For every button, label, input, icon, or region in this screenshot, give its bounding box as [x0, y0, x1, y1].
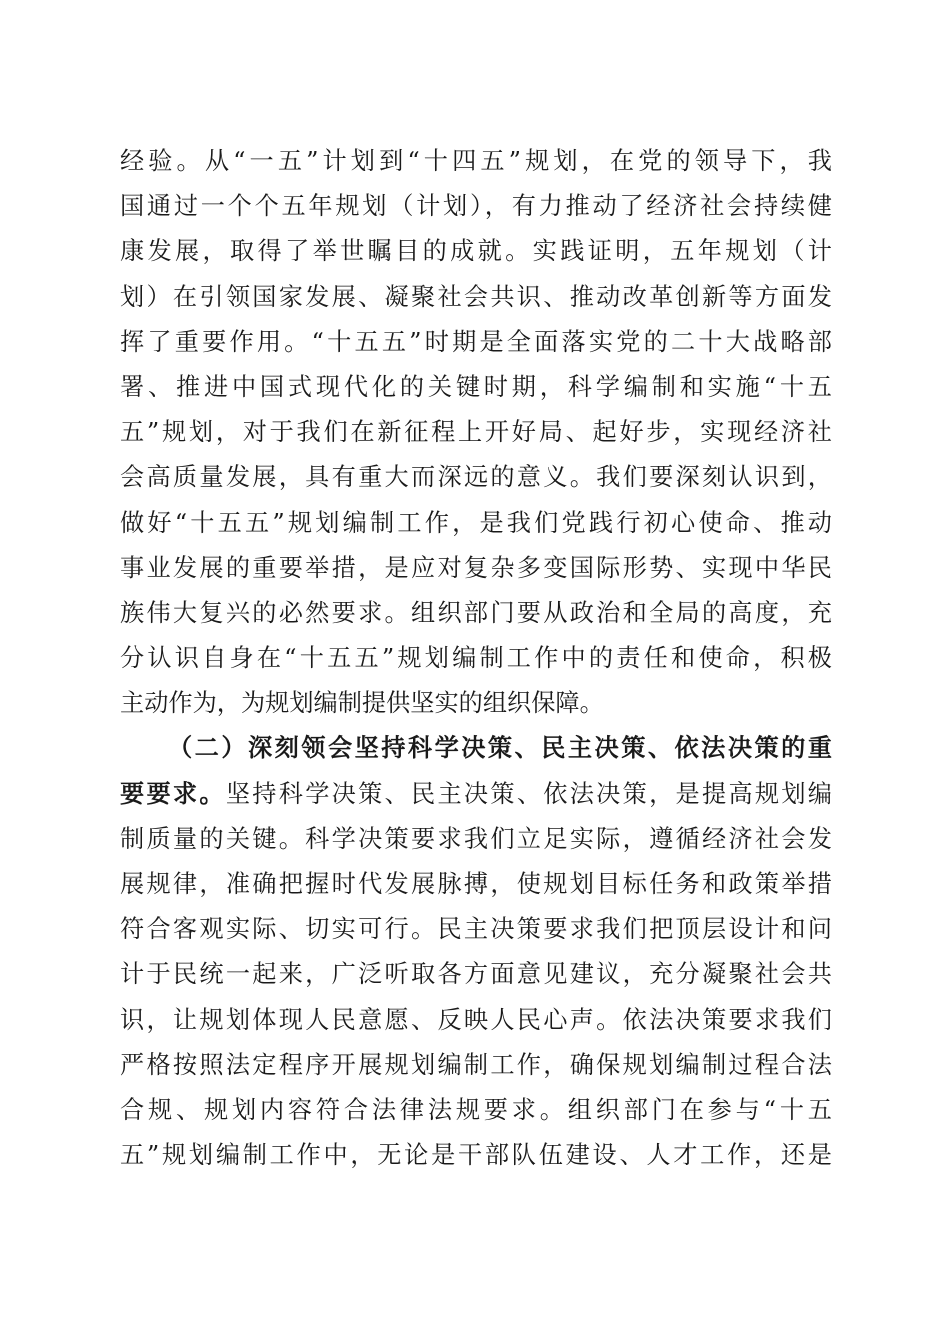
- text-line: 做好“十五五”规划编制工作，是我们党践行初心使命、推动: [120, 508, 832, 537]
- text-line: 事业发展的重要举措，是应对复杂多变国际形势、实现中华民: [120, 553, 832, 582]
- text-line: 会高质量发展，具有重大而深远的意义。我们要深刻认识到，: [120, 463, 832, 492]
- text-line: 划）在引领国家发展、凝聚社会共识、推动改革创新等方面发: [120, 282, 832, 311]
- text-line: 严格按照法定程序开展规划编制工作，确保规划编制过程合法: [120, 1050, 832, 1079]
- paragraph-2: [120, 726, 832, 1178]
- text-line: 分认识自身在“十五五”规划编制工作中的责任和使命，积极: [120, 644, 832, 673]
- text-line: [120, 772, 832, 817]
- text-line: 识，让规划体现人民意愿、反映人民心声。依法决策要求我们: [120, 1005, 832, 1034]
- text-line: 计于民统一起来，广泛听取各方面意见建议，充分凝聚社会共: [120, 960, 832, 989]
- text-line: 符合客观实际、切实可行。民主决策要求我们把顶层设计和问: [120, 915, 832, 944]
- text-line: 五”规划编制工作中，无论是干部队伍建设、人才工作，还是: [120, 1141, 832, 1170]
- text-line: 康发展，取得了举世瞩目的成就。实践证明，五年规划（计: [120, 237, 832, 266]
- text-line: 合规、规划内容符合法律法规要求。组织部门在参与“十五: [120, 1095, 832, 1124]
- text-line: 经验。从“一五”计划到“十四五”规划，在党的领导下，我: [120, 147, 832, 175]
- section-heading: （二）深刻领会坚持科学决策、民主决策、依法决策的重: [168, 734, 832, 763]
- text-line: 制质量的关键。科学决策要求我们立足实际，遵循经济社会发: [120, 824, 832, 853]
- text-line: 展规律，准确把握时代发展脉搏，使规划目标任务和政策举措: [120, 870, 832, 898]
- text-line: 五”规划，对于我们在新征程上开好局、起好步，实现经济社: [120, 418, 832, 447]
- document-body: [120, 139, 832, 1178]
- text-line: 挥了重要作用。“十五五”时期是全面落实党的二十大战略部: [120, 327, 832, 356]
- paragraph-1: [120, 139, 832, 726]
- text-span: 坚持科学决策、民主决策、依法决策，是提高规划编: [225, 779, 832, 808]
- text-line: 主动作为，为规划编制提供坚实的组织保障。: [120, 689, 604, 718]
- text-line: 国通过一个个五年规划（计划），有力推动了经济社会持续健: [120, 192, 832, 221]
- section-heading-end: 要要求。: [120, 779, 226, 808]
- text-line: 署、推进中国式现代化的关键时期，科学编制和实施“十五: [120, 372, 832, 401]
- text-line: 族伟大复兴的必然要求。组织部门要从政治和全局的高度，充: [120, 598, 832, 627]
